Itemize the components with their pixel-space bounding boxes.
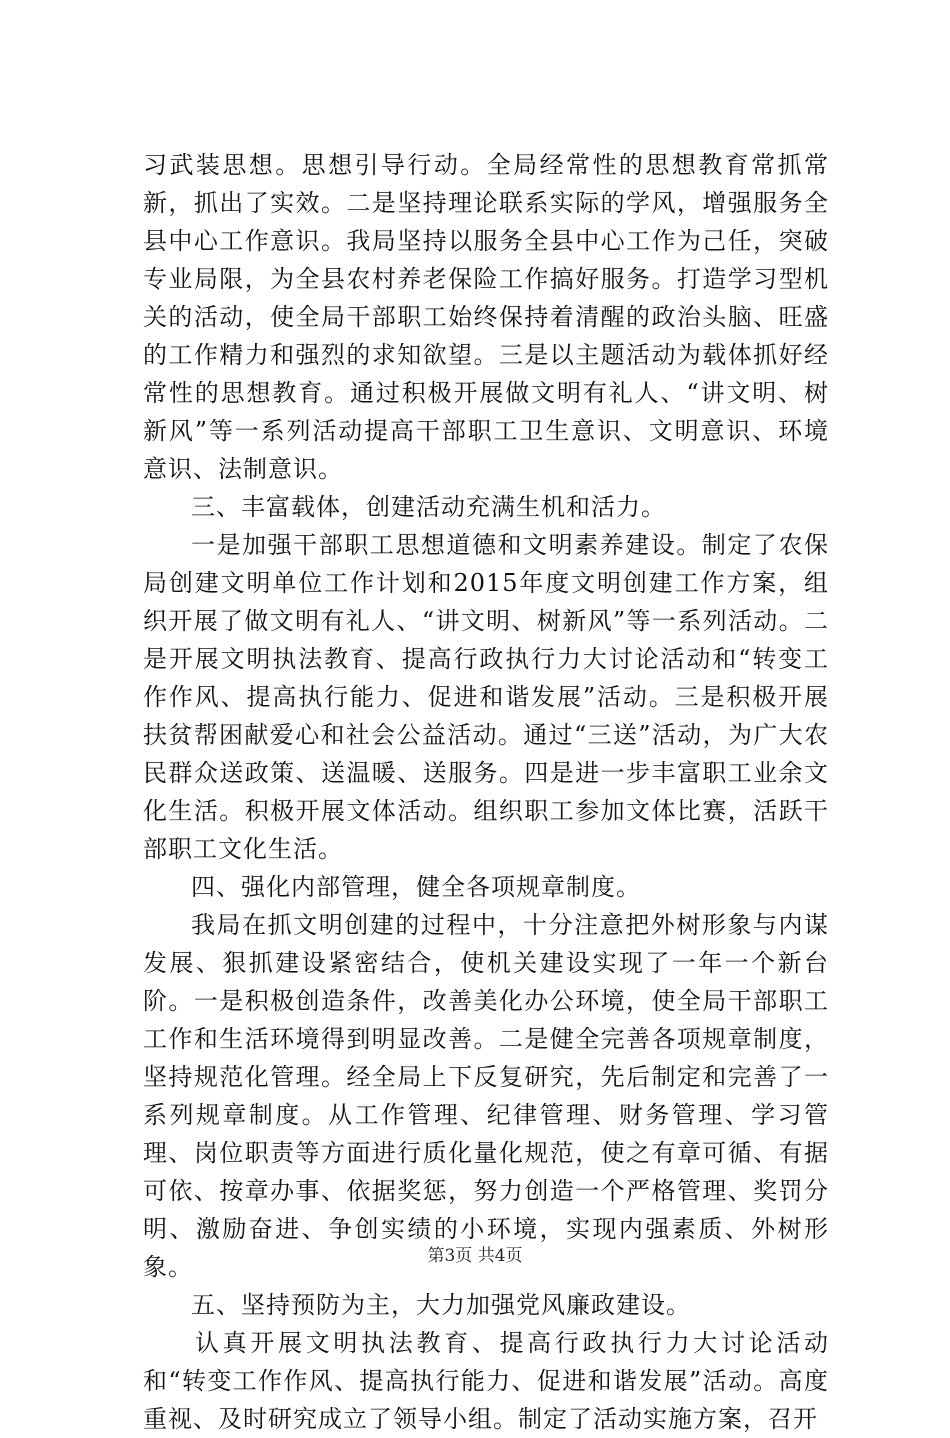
paragraph-section-three: 一是加强干部职工思想道德和文明素养建设。制定了农保局创建文明单位工作计划和2015年度文明创建工作方案，组织开展了做文明有礼人、“讲文明、树新风”等一系列活动。二是开展文明执法教育、提高行政执行力大讨论活动和“转变工作作风、提高执行能力、促进和谐发展”活动。三是积极开展扶贫帮困献爱心和社会公益活动。通过“三送”活动，为广大农民群众送政策、送温暖、送服务。四是进一步丰富职工业余文化生活。积极开展文体活动。组织职工参加文体比赛，活跃干部职工文化生活。	[143, 531, 829, 863]
section-heading-three: 三、丰富载体，创建活动充满生机和活力。	[191, 493, 666, 521]
section-heading-four: 四、强化内部管理，健全各项规章制度。	[191, 873, 641, 901]
section-heading-five: 五、坚持预防为主，大力加强党风廉政建设。	[191, 1291, 691, 1319]
paragraph-section-five: 认真开展文明执法教育、提高行政执行力大讨论活动和“转变工作作风、提高执行能力、促进和谐发展”活动。高度重视、及时研究成立了领导小组。制定了活动实施方案，召开	[143, 1329, 829, 1433]
paragraph-continuation: 习武装思想。思想引导行动。全局经常性的思想教育常抓常新，抓出了实效。二是坚持理论联系实际的学风，增强服务全县中心工作意识。我局坚持以服务全县中心工作为己任，突破专业局限，为全县农村养老保险工作搞好服务。打造学习型机关的活动，使全局干部职工始终保持着清醒的政治头脑、旺盛的工作精力和强烈的求知欲望。三是以主题活动为载体抓好经常性的思想教育。通过积极开展做文明有礼人、“讲文明、树新风”等一系列活动提高干部职工卫生意识、文明意识、环境意识、法制意识。	[143, 151, 829, 483]
paragraph-section-four: 我局在抓文明创建的过程中，十分注意把外树形象与内谋发展、狠抓建设紧密结合，使机关建设实现了一年一个新台阶。一是积极创造条件，改善美化办公环境，使全局干部职工工作和生活环境得到明显改善。二是健全完善各项规章制度，坚持规范化管理。经全局上下反复研究，先后制定和完善了一系列规章制度。从工作管理、纪律管理、财务管理、学习管理、岗位职责等方面进行质化量化规范，使之有章可循、有据可依、按章办事、依据奖惩，努力创造一个严格管理、奖罚分明、激励奋进、争创实绩的小环境，实现内强素质、外树形象。	[143, 911, 829, 1281]
page-number-footer: 第3页 共4页	[427, 1246, 523, 1266]
